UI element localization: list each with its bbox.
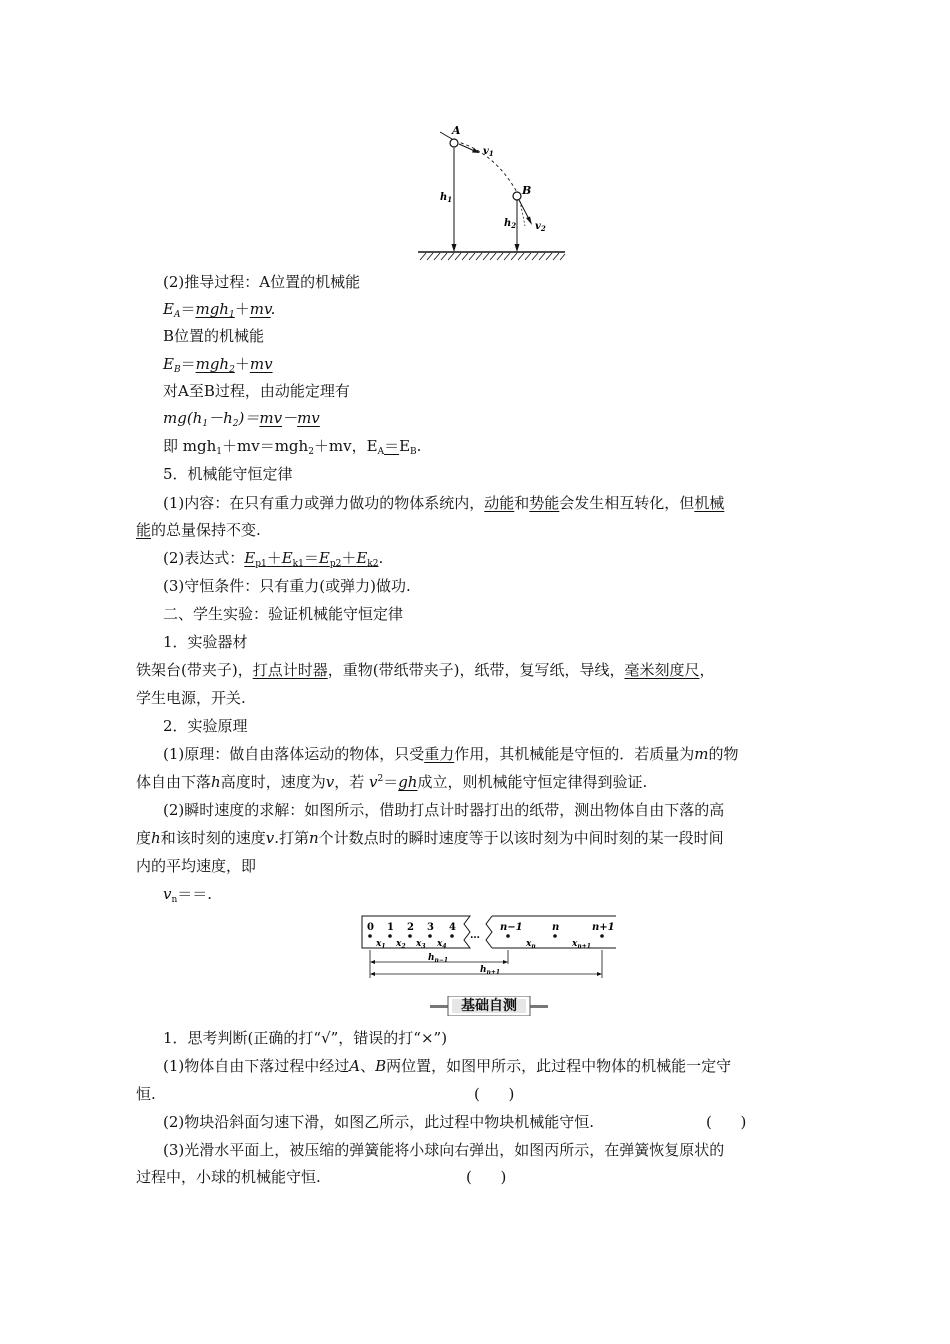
principle-title: 2．实验原理 [163, 717, 248, 735]
svg-text:x2: $x_2$ [396, 939, 406, 950]
principle-1-cont: 体自由下落h高度时，速度为v，若 $v^2=gh$成立，则机械能守恒定律得到验证. [136, 773, 648, 791]
tape-dot [388, 934, 392, 938]
tape-label: 1 [387, 922, 394, 933]
ea-formula: $E_A=mgh_1+mv$. [163, 300, 276, 320]
svg-text:v2: $v_2$ [535, 221, 546, 233]
principle-2-cont2: 内的平均速度，即 [136, 857, 257, 875]
principle-1: (1)原理：做自由落体运动的物体，只受重力作用，其机械能是守恒的．若质量为m的物 [163, 745, 739, 763]
svg-text:h2: $h_2$ [504, 218, 517, 230]
tape-dot [368, 934, 372, 938]
law-expression: (2)表达式：$E_{p1}+E_{k1}=E_{p2}+E_{k2}$. [163, 549, 384, 569]
equip-title: 1．实验器材 [163, 633, 248, 651]
eb-formula: $E_B=mgh_2+mv$ [163, 355, 273, 375]
tape-label: n [552, 922, 560, 933]
tape-dot [428, 934, 432, 938]
badge-label: 基础自测 [461, 998, 517, 1014]
projectile-figure [410, 122, 570, 262]
equip-list-cont: 学生电源，开关. [136, 689, 246, 707]
svg-text:h1: $h_1$ [440, 192, 453, 204]
label-b: B [522, 184, 532, 197]
question-1: (1)物体自由下落过程中经过A、B两位置，如图甲所示，此过程中物体的机械能一定守 [163, 1057, 732, 1075]
label-h2: h [504, 218, 512, 229]
self-test-badge [430, 996, 548, 1016]
ball-b [513, 192, 521, 200]
ball-a [450, 139, 458, 147]
tape-label: 3 [427, 922, 434, 933]
law-content: (1)内容：在只有重力或弹力做功的物体系统内，动能和势能会发生相互转化，但机械 [163, 494, 725, 512]
equip-list: 铁架台(带夹子)，打点计时器，重物(带纸带夹子)，纸带，复写纸，导线，毫米刻度尺， [136, 661, 715, 679]
tape-dot [408, 934, 412, 938]
svg-text:xn+1: $x_{n+1}$ [572, 939, 591, 950]
tape-dot [600, 934, 604, 938]
svg-text:v1: $v_1$ [483, 146, 494, 158]
question-2: (2)物块沿斜面匀速下滑，如图乙所示，此过程中物块机械能守恒. [163, 1113, 595, 1131]
question-title: 1．思考判断(正确的打“√”，错误的打“×”) [163, 1029, 448, 1047]
section2-title: 二、学生实验：验证机械能守恒定律 [163, 605, 404, 623]
principle-2-cont: 度h和该时刻的速度v.打第n个计数点时的瞬时速度等于以该时刻为中间时刻的某一段时间 [136, 829, 724, 847]
vn-formula: $v_n==$. [163, 885, 213, 905]
h-label: $h_{n-1}$ [428, 953, 449, 964]
svg-text:x4: $x_4$ [437, 939, 447, 950]
ab-process: 对A至B过程，由动能定理有 [163, 382, 350, 400]
law-condition: (3)守恒条件：只有重力(或弹力)做功. [163, 577, 411, 595]
kinetic-theorem: $mg(h_1-h_2)=mv-mv$ [163, 409, 320, 429]
b-heading: B位置的机械能 [163, 327, 265, 345]
question-3-cont: 过程中，小球的机械能守恒. [136, 1168, 321, 1186]
label-h1: h [440, 192, 448, 203]
label-v2: v [535, 221, 541, 232]
label-v1: v [483, 146, 489, 157]
tape-label: 0 [367, 922, 374, 933]
svg-text:x1: $x_1$ [376, 939, 386, 950]
svg-text:x3: $x_3$ [416, 939, 426, 950]
question-1-cont: 恒. [136, 1085, 156, 1103]
answer-blank-2[interactable]: ( ) [706, 1113, 747, 1131]
ground [418, 252, 565, 260]
tape-figure [360, 912, 620, 982]
answer-blank-3[interactable]: ( ) [466, 1168, 507, 1186]
launch-line [440, 132, 452, 139]
law-content-cont: 能的总量保持不变. [136, 521, 261, 539]
tape-label: n+1 [592, 922, 615, 933]
tape-label: 4 [449, 922, 456, 933]
tape-dot [506, 934, 510, 938]
tape-label: … [470, 930, 480, 941]
derive-conclusion: 即 mgh$_1$＋mv＝mgh$_2$＋mv，$E_A=E_B$. [163, 437, 422, 457]
tape-dot [553, 934, 557, 938]
svg-text:xn: $x_n$ [526, 939, 536, 950]
answer-blank-1[interactable]: ( ) [474, 1085, 515, 1103]
tape-label: 2 [407, 922, 414, 933]
law-title: 5．机械能守恒定律 [163, 465, 293, 483]
question-3: (3)光滑水平面上，被压缩的弹簧能将小球向右弹出，如图丙所示，在弹簧恢复原状的 [163, 1141, 725, 1159]
derive-heading: (2)推导过程：A位置的机械能 [163, 273, 361, 291]
tape-dot [450, 934, 454, 938]
tape-label: n−1 [500, 922, 523, 933]
principle-2: (2)瞬时速度的求解：如图所示，借助打点计时器打出的纸带，测出物体自由下落的高 [163, 801, 725, 819]
h-label: $h_{n+1}$ [480, 965, 501, 976]
label-a: A [452, 124, 461, 137]
